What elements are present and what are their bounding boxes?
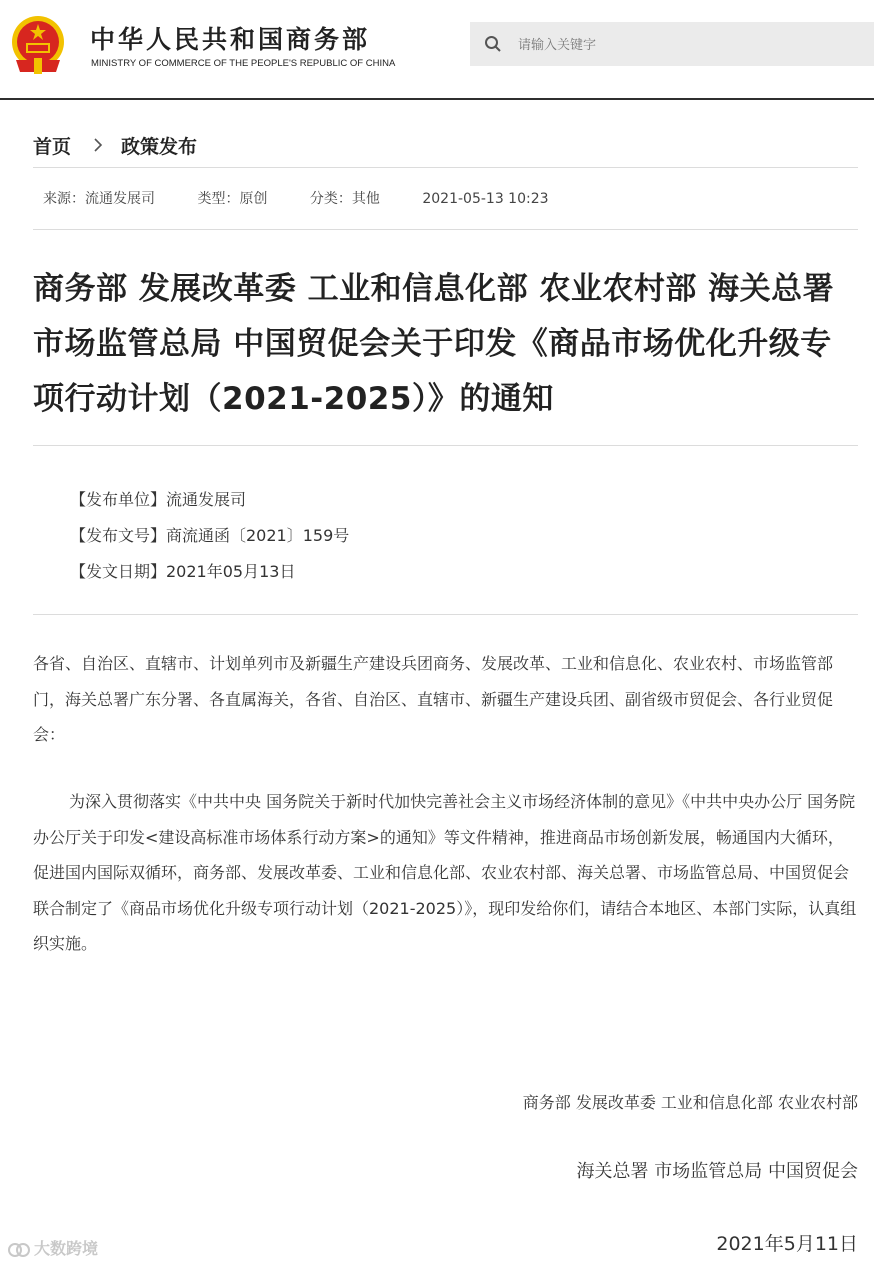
meta-datetime: 2021-05-13 10:23 <box>422 191 549 207</box>
document-info <box>70 482 349 590</box>
watermark-text: 大数跨境 <box>34 1239 99 1258</box>
watermark-logo-icon <box>8 1241 30 1259</box>
site-header <box>0 0 874 100</box>
search-icon[interactable] <box>484 35 502 53</box>
breadcrumb-current-link[interactable]: 政策发布 <box>121 135 198 158</box>
divider <box>33 614 858 615</box>
meta-source: 来源：流通发展司 <box>43 191 155 207</box>
divider <box>33 167 858 168</box>
search-input[interactable] <box>516 31 860 59</box>
divider <box>33 445 858 446</box>
site-title[interactable]: 中华人民共和国商务部 <box>90 25 371 54</box>
site-subtitle: MINISTRY OF COMMERCE OF THE PEOPLE'S REPUBLIC OF CHINA <box>91 58 396 69</box>
signature-line-1: 商务部 发展改革委 工业和信息化部 农业农村部 <box>522 1093 858 1112</box>
body-paragraph: 为深入贯彻落实《中共中央 国务院关于新时代加快完善社会主义市场经济体制的意见》《中共中央办公厅 国务院办公厅关于印发<建设高标准市场体系行动方案>的通知》等文件精神，推进商品市场创新发展，畅通国内大循环，促进国内国际双循环，商务部、发展改革委、工业和信息化部、农业农村部、海关总署、市场监管总局、中国贸促会联合制定了《商品市场优化升级专项行动计划（2021-2025）》，现印发给你们，请结合本地区、本部门实际，认真组织实施。 <box>33 792 857 953</box>
chevron-right-icon <box>93 137 103 153</box>
breadcrumb-home-link[interactable]: 首页 <box>33 135 72 158</box>
info-doc-number: 【发布文号】商流通函〔2021〕159号 <box>70 526 350 545</box>
breadcrumb <box>33 132 197 158</box>
watermark <box>8 1236 98 1259</box>
info-date: 【发文日期】2021年05月13日 <box>70 562 296 581</box>
article-title: 商务部 发展改革委 工业和信息化部 农业农村部 海关总署 市场监管总局 中国贸促会关于印发《商品市场优化升级专项行动计划（2021-2025）》的通知 <box>33 271 835 417</box>
recipients-paragraph: 各省、自治区、直辖市、计划单列市及新疆生产建设兵团商务、发展改革、工业和信息化、农业农村、市场监管部门，海关总署广东分署、各直属海关，各省、自治区、直辖市、新疆生产建设兵团、副省级市贸促会、各行业贸促会： <box>33 654 834 744</box>
meta-type: 类型：原创 <box>197 191 268 207</box>
info-publisher: 【发布单位】流通发展司 <box>70 490 247 509</box>
search-bar <box>470 22 874 66</box>
divider <box>33 229 858 230</box>
signature-line-2: 海关总署 市场监管总局 中国贸促会 <box>576 1161 858 1182</box>
national-emblem-icon[interactable] <box>8 14 68 76</box>
article-meta <box>43 188 587 208</box>
signature-date: 2021年5月11日 <box>716 1233 858 1255</box>
meta-category: 分类：其他 <box>309 191 380 207</box>
